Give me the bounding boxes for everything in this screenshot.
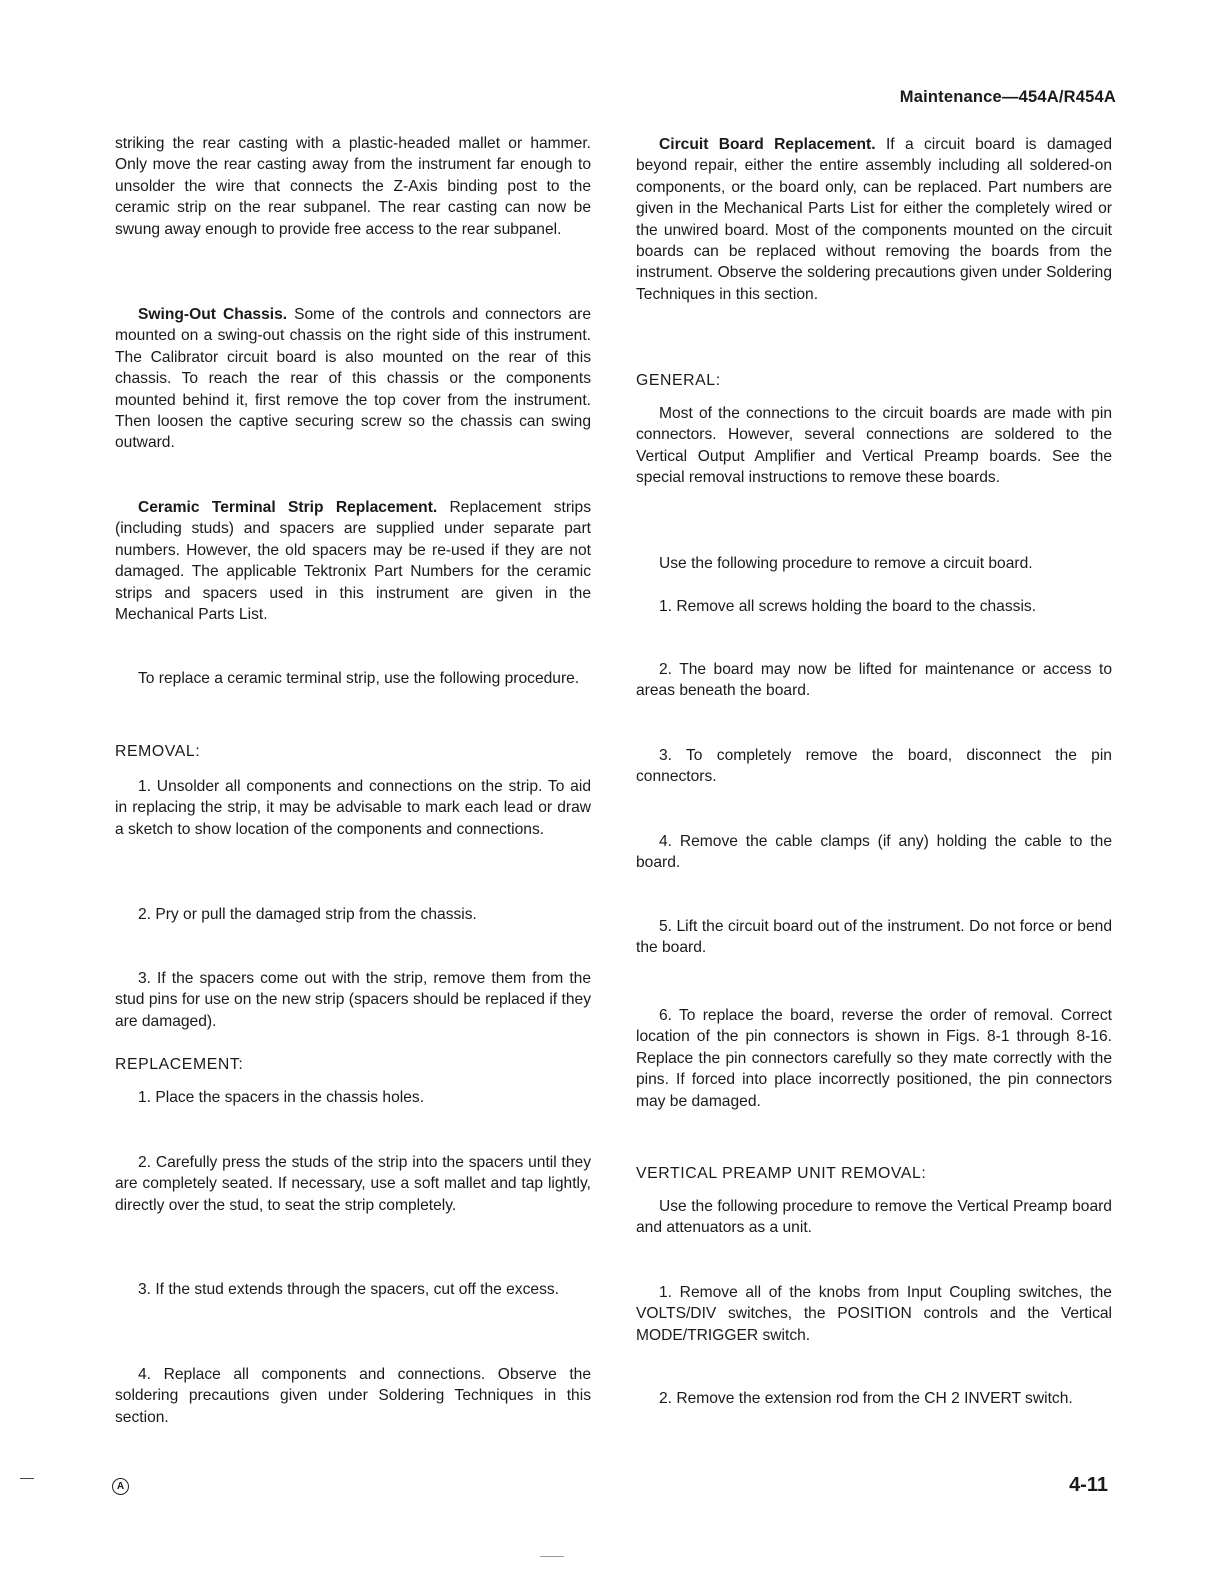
left-column bbox=[115, 0, 591, 1584]
swing-out-chassis-title: Swing-Out Chassis. bbox=[138, 306, 288, 323]
board-step-3: 3. To completely remove the board, disconnect the pin connectors. bbox=[636, 747, 1112, 786]
paragraph-rear-casting: striking the rear casting with a plastic-headed mallet or hammer. Only move the rear casting away from the instrument far enough to unsolder the wire that connects the Z-Axis binding post to the ceramic strip on the rear subpanel. The rear casting can now be swung away enough to provide free access to the rear subpanel. bbox=[115, 135, 591, 238]
circuit-board-title: Circuit Board Replacement. bbox=[659, 136, 876, 153]
paragraph-replace-intro: To replace a ceramic terminal strip, use the following procedure. bbox=[138, 670, 580, 687]
margin-mark bbox=[20, 1478, 34, 1479]
board-step-4: 4. Remove the cable clamps (if any) holding the cable to the board. bbox=[636, 833, 1112, 872]
procedure-intro: Use the following procedure to remove a circuit board. bbox=[659, 555, 1033, 572]
removal-step-3: 3. If the spacers come out with the strip, remove them from the stud pins for use on the new strip (spacers should be replaced if they are damaged). bbox=[115, 970, 591, 1030]
removal-step-1: 1. Unsolder all components and connections on the strip. To aid in replacing the strip, it may be advisable to mark each lead or draw a sketch to show location of the components and connections. bbox=[115, 778, 591, 838]
replacement-heading: REPLACEMENT: bbox=[115, 1056, 244, 1073]
replacement-step-4: 4. Replace all components and connections. Observe the soldering precautions given under Soldering Techniques in this section. bbox=[115, 1366, 591, 1426]
replacement-step-1: 1. Place the spacers in the chassis holes. bbox=[138, 1089, 425, 1106]
board-step-2: 2. The board may now be lifted for maintenance or access to areas beneath the board. bbox=[636, 661, 1112, 700]
vertical-preamp-heading: VERTICAL PREAMP UNIT REMOVAL: bbox=[636, 1165, 927, 1182]
vertical-preamp-step-1: 1. Remove all of the knobs from Input Coupling switches, the VOLTS/DIV switches, the POSITION controls and the Vertical MODE/TRIGGER switch. bbox=[636, 1284, 1112, 1344]
page-number: 4-11 bbox=[1069, 1474, 1108, 1496]
board-step-1: 1. Remove all screws holding the board to the chassis. bbox=[659, 598, 1037, 615]
revision-mark-icon: A bbox=[112, 1478, 129, 1495]
removal-step-2: 2. Pry or pull the damaged strip from the chassis. bbox=[138, 906, 477, 923]
ceramic-strip-title: Ceramic Terminal Strip Replacement. bbox=[138, 499, 438, 516]
right-column bbox=[636, 0, 1112, 1584]
paragraph-circuit-board bbox=[636, 134, 1112, 305]
running-header: Maintenance—454A/R454A bbox=[899, 88, 1116, 106]
vertical-preamp-step-2: 2. Remove the extension rod from the CH 2 INVERT switch. bbox=[659, 1390, 1073, 1407]
removal-heading: REMOVAL: bbox=[115, 743, 201, 760]
general-body: Most of the connections to the circuit boards are made with pin connectors. However, several connections are soldered to the Vertical Output Amplifier and Vertical Preamp boards. See the special removal instructions to remove these boards. bbox=[636, 405, 1112, 487]
swing-out-chassis-body: Some of the controls and connectors are mounted on a swing-out chassis on the right side of this instrument. The Calibrator circuit board is also mounted on the rear of this chassis. To reach the rear of this chassis or the components mounted behind it, first remove the top cover from the instrument. Then loosen the captive securing screw so the chassis can swing outward. bbox=[115, 306, 591, 452]
replacement-step-2: 2. Carefully press the studs of the strip into the spacers until they are completely seated. If necessary, use a soft mallet and tap lightly, directly over the stud, to seat the strip completely. bbox=[115, 1154, 591, 1214]
board-step-6: 6. To replace the board, reverse the order of removal. Correct location of the pin connectors is shown in Figs. 8-1 through 8-16. Replace the pin connectors carefully so they mate correctly with the pins. If forced into place incorrectly positioned, the pin connectors may be damaged. bbox=[636, 1007, 1112, 1110]
vertical-preamp-intro: Use the following procedure to remove the Vertical Preamp board and attenuators as a unit. bbox=[636, 1198, 1112, 1237]
bottom-scan-mark bbox=[540, 1556, 564, 1557]
ceramic-strip-body: Replacement strips (including studs) and spacers are supplied under separate part numbers. However, the old spacers may be re-used if they are not damaged. The applicable Tektronix Part Numbers for the ceramic strips and spacers used in this instrument are given in the Mechanical Parts List. bbox=[115, 499, 591, 624]
general-heading: GENERAL: bbox=[636, 372, 721, 389]
circuit-board-body: If a circuit board is damaged beyond repair, either the entire assembly including all soldered-on components, or the board only, can be replaced. Part numbers are given in the Mechanical Parts List for either the completely wired or the unwired board. Most of the components mounted on the circuit boards can be replaced without removing the boards from the instrument. Observe the soldering precautions given under Soldering Techniques in this section. bbox=[636, 136, 1112, 303]
paragraph-swing-out-chassis bbox=[115, 304, 591, 454]
board-step-5: 5. Lift the circuit board out of the instrument. Do not force or bend the board. bbox=[636, 918, 1112, 957]
paragraph-ceramic-strip bbox=[115, 497, 591, 625]
replacement-step-3: 3. If the stud extends through the spacers, cut off the excess. bbox=[138, 1281, 559, 1298]
